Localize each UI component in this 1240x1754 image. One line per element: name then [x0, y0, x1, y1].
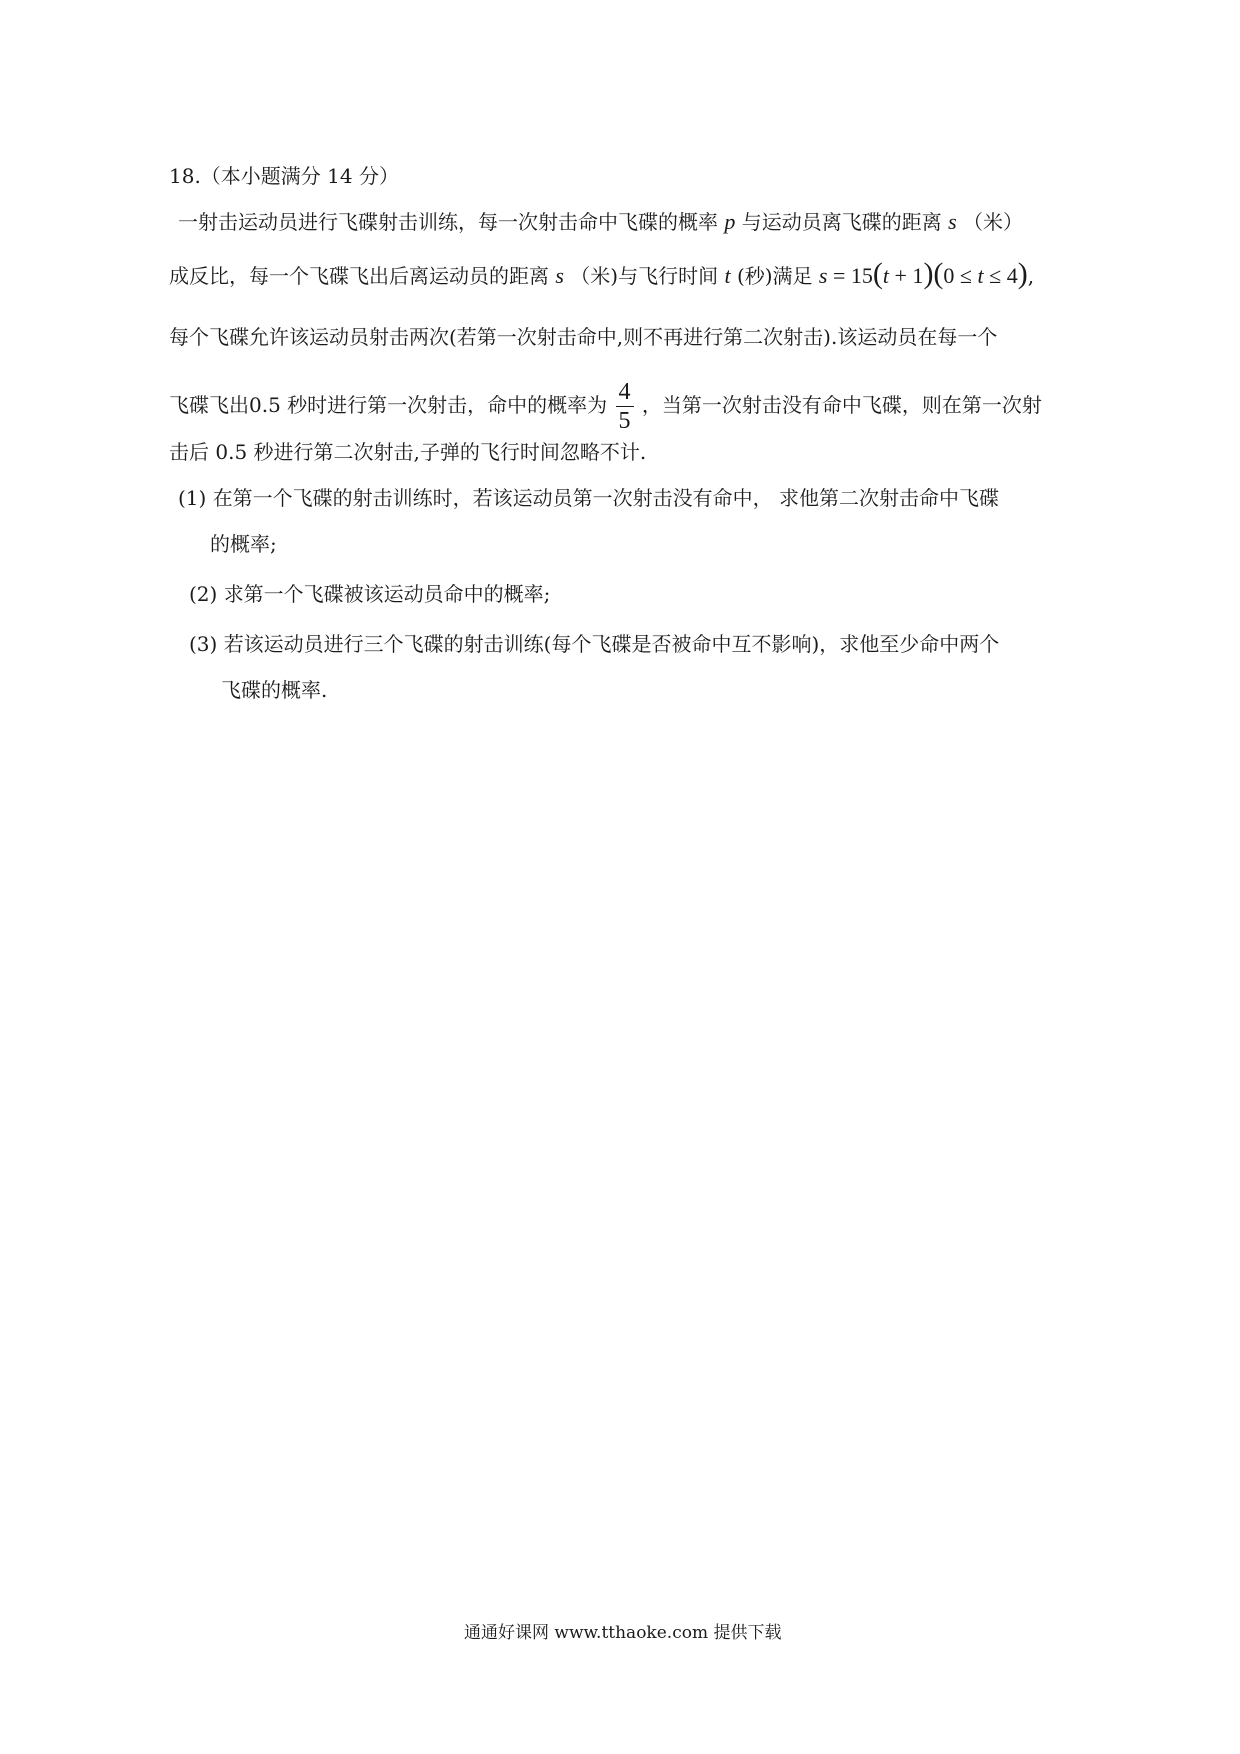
stem-text: 一射击运动员进行飞碟射击训练，每一次射击命中飞碟的概率	[178, 210, 718, 234]
footer-source: 通通好课网 www.tthaoke.com 提供下载	[464, 1623, 782, 1643]
question-3-line-2: 飞碟的概率.	[221, 678, 328, 702]
formula-t: t	[882, 263, 890, 288]
formula-lhs: s	[818, 263, 828, 288]
problem-heading: 18.（本小题满分 14 分）	[169, 164, 399, 188]
stem-text: 与运动员离飞碟的距离	[741, 210, 942, 234]
question-1-line-2: 的概率;	[210, 532, 277, 556]
fraction-four-fifths	[616, 378, 634, 435]
stem-text: （米)与飞行时间	[570, 264, 719, 288]
formula-eq: = 15	[827, 263, 873, 288]
formula-t: t	[977, 263, 984, 288]
fraction-numerator: 4	[616, 378, 634, 407]
stem-text: 飞碟飞出0.5 秒时进行第一次射击，命中的概率为	[169, 393, 608, 417]
stem-line-4	[169, 378, 1042, 435]
question-1-line-1: (1) 在第一个飞碟的射击训练时，若该运动员第一次射击没有命中， 求他第二次射击命中飞碟	[178, 486, 1000, 510]
stem-text: ，当第一次射击没有命中飞碟，则在第一次射	[641, 393, 1042, 417]
var-t: t	[724, 263, 731, 288]
stem-line-2	[169, 257, 1035, 290]
stem-text: 成反比，每一个飞碟飞出后离运动员的距离	[169, 264, 549, 288]
fraction-denominator: 5	[618, 408, 631, 434]
stem-text: (秒)满足	[736, 264, 813, 288]
formula-zero: 0 ≤	[943, 263, 978, 288]
formula-plus: + 1	[889, 263, 924, 288]
var-p: p	[724, 209, 736, 234]
formula-trail: ,	[1027, 264, 1035, 288]
stem-line-1	[178, 208, 1023, 236]
stem-line-5: 击后 0.5 秒进行第二次射击,子弹的飞行时间忽略不计.	[169, 440, 647, 464]
formula: s = 15(t + 1)(0 ≤ t ≤ 4),	[818, 257, 1035, 290]
question-2: (2) 求第一个飞碟被该运动员命中的概率;	[189, 582, 551, 606]
stem-line-3: 每个飞碟允许该运动员射击两次(若第一次射击命中,则不再进行第二次射击).该运动员在每一个	[169, 325, 998, 349]
formula-le4: ≤ 4	[983, 263, 1018, 288]
var-s: s	[555, 263, 564, 288]
question-3-line-1: (3) 若该运动员进行三个飞碟的射击训练(每个飞碟是否被命中互不影响)，求他至少命中两个	[189, 632, 1000, 656]
stem-text: （米）	[963, 210, 1023, 234]
var-s: s	[948, 209, 957, 234]
